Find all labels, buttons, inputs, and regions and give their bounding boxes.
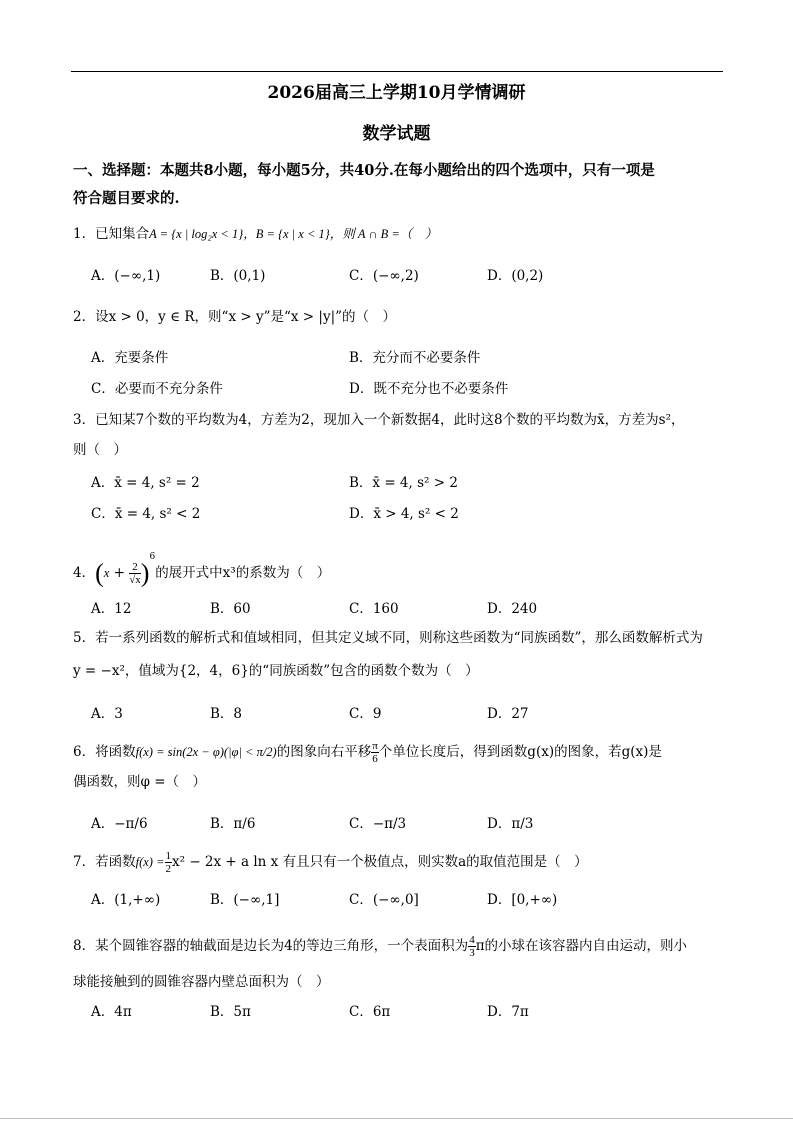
section-heading-line1: 一、选择题：本题共8小题，每小题5分，共40分.在每小题给出的四个选项中，只有一项是	[73, 162, 655, 179]
question-6-shift-text: 的图象向右平移	[276, 744, 372, 760]
question-8-line2: 球能接触到的圆锥容器内壁总面积为（ ）	[73, 974, 330, 990]
option-4c: C．160	[349, 601, 399, 617]
question-4-x: x	[103, 566, 110, 580]
question-6	[73, 735, 728, 769]
option-2d: D．既不充分也不必要条件	[349, 381, 509, 397]
option-7b: B．(−∞,1]	[210, 892, 280, 908]
question-8-tail: π的小球在该容器内自由运动，则小	[475, 938, 688, 954]
exponent-6: 6	[149, 552, 156, 562]
option-8a: A．4π	[91, 1004, 132, 1020]
option-4a: A．12	[91, 601, 132, 617]
option-2b: B．充分而不必要条件	[349, 350, 481, 366]
option-8d: D．7π	[487, 1004, 529, 1020]
question-8-lead: 8．某个圆锥容器的轴截面是边长为4的等边三角形，一个表面积为	[73, 938, 469, 954]
option-5d: D．27	[487, 706, 529, 722]
section-heading-line2: 符合题目要求的.	[73, 190, 180, 207]
option-8b: B．5π	[210, 1004, 251, 1020]
top-rule	[71, 71, 723, 72]
question-6-fraction: $\frac{\pi}{6}$	[372, 740, 378, 765]
option-3d: D．x̄ > 4, s² < 2	[349, 506, 459, 522]
question-5: 5．若一系列函数的解析式和值域相同，但其定义域不同，则称这些函数为“同族函数”，那么函数解析式为	[73, 630, 703, 646]
question-5-line2: y = −x²，值域为{2，4，6}的“同族函数”包含的函数个数为（ ）	[73, 663, 479, 679]
exam-subtitle: 数学试题	[362, 124, 431, 144]
question-6-tail: 个单位长度后，得到函数g(x)的图象，若g(x)是	[378, 744, 662, 760]
question-7-fraction: $\frac{1}{2}$	[165, 850, 171, 875]
option-6a: A．−π/6	[91, 816, 148, 832]
option-5c: C．9	[349, 706, 382, 722]
question-4-fraction: $\frac{2}{√x}$	[129, 561, 141, 586]
question-8	[73, 931, 728, 961]
question-8-fraction: $\frac{4}{3}$	[469, 934, 475, 959]
question-4-text: 的展开式中x³的系数为（ ）	[155, 565, 331, 581]
question-3-line2: 则（ ）	[73, 442, 127, 458]
question-4	[73, 540, 728, 591]
section-heading	[73, 157, 725, 213]
option-6d: D．π/3	[487, 816, 534, 832]
option-1d: D．(0,2)	[487, 268, 544, 284]
option-6b: B．π/6	[210, 816, 256, 832]
option-7c: C．(−∞,0]	[349, 892, 419, 908]
bottom-rule	[0, 1118, 793, 1119]
option-8c: C．6π	[349, 1004, 391, 1020]
question-1-lead: 1．已知集合	[73, 226, 150, 242]
option-1a: A．(−∞,1)	[91, 268, 161, 284]
exam-title: 2026届高三上学期10月学情调研	[267, 83, 526, 103]
question-6-line2: 偶函数，则φ =（ ）	[73, 774, 207, 790]
question-7-tail: x² − 2x + a ln x 有且只有一个极值点，则实数a的取值范围是（ ）	[172, 854, 588, 870]
option-5a: A．3	[91, 706, 123, 722]
option-2a: A．充要条件	[91, 350, 169, 366]
option-3a: A．x̄ = 4, s² = 2	[91, 475, 200, 491]
option-2c: C．必要而不充分条件	[91, 381, 223, 397]
option-1b: B．(0,1)	[210, 268, 266, 284]
option-4d: D．240	[487, 601, 538, 617]
question-6-lead: 6．将函数	[73, 744, 136, 760]
question-4-number: 4．	[73, 565, 96, 581]
question-2: 2．设x > 0，y ∈ R，则“x > y”是“x > |y|”的（ ）	[73, 309, 397, 325]
question-7	[73, 847, 728, 877]
question-7-function: f(x) =	[135, 855, 165, 869]
option-3c: C．x̄ = 4, s² < 2	[91, 506, 201, 522]
question-6-function: f(x) = sin(2x − φ)(|φ| < π/2)	[135, 745, 277, 759]
option-5b: B．8	[210, 706, 243, 722]
option-6c: C．−π/3	[349, 816, 407, 832]
option-7d: D．[0,+∞)	[487, 892, 558, 908]
option-3b: B．x̄ = 4, s² > 2	[349, 475, 458, 491]
option-1c: C．(−∞,2)	[349, 268, 419, 284]
question-1-math: A = {x | log₂x < 1}，B = {x | x < 1}，则 A ∩ B =（ ）	[149, 227, 438, 241]
option-4b: B．60	[210, 601, 251, 617]
question-1	[73, 225, 728, 243]
plus-sign: +	[113, 565, 125, 581]
question-7-lead: 7．若函数	[73, 854, 136, 870]
option-7a: A．(1,+∞)	[91, 892, 161, 908]
question-3: 3．已知某7个数的平均数为4，方差为2，现加入一个新数据4，此时这8个数的平均数为x̄，方差为s²，	[73, 412, 685, 428]
paren-open: (	[95, 558, 104, 588]
paren-close: )	[140, 558, 150, 588]
